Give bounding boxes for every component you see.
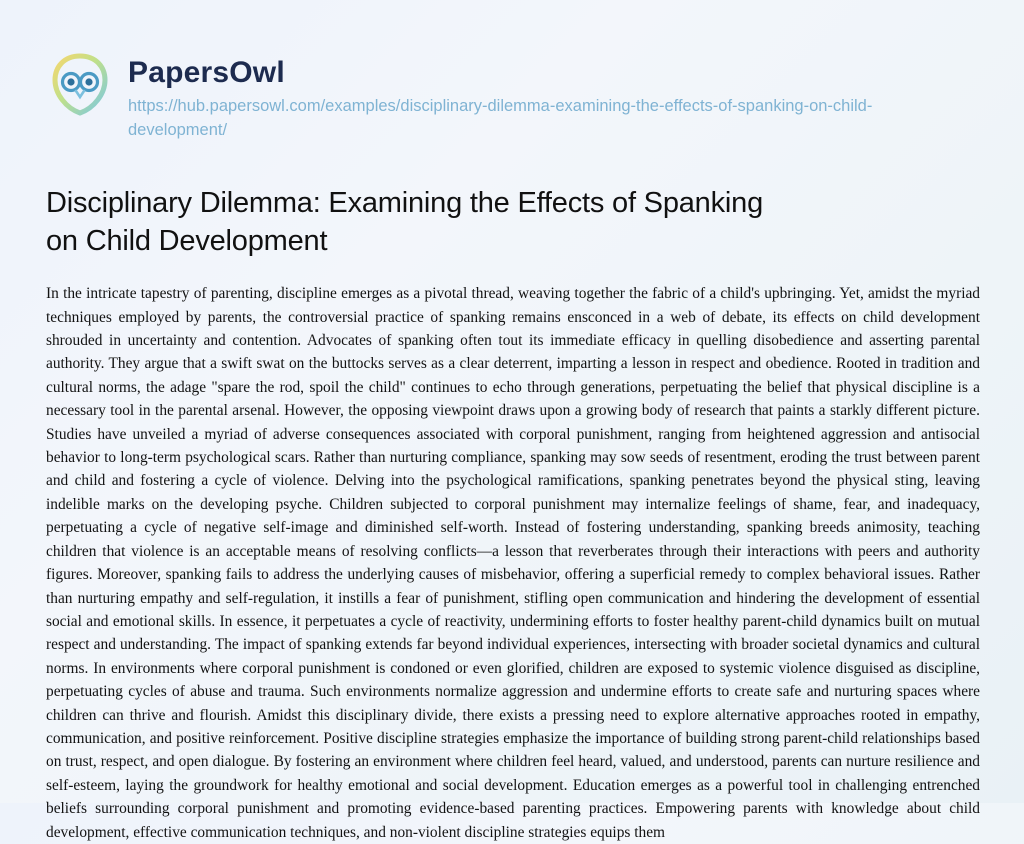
brand-name: PapersOwl: [128, 56, 285, 89]
article-body: In the intricate tapestry of parenting, discipline emerges as a pivotal thread, weaving together the fabric of a child's upbringing. Yet, amidst the myriad techniques employed by parents, the controversial practice of spanking remains ensconced in a web of debate, its effects on child development shrouded in uncertainty and contention. Advocates of spanking often tout its immediate efficacy in quelling disobedience and asserting parental authority. They argue that a swift swat on the buttocks serves as a clear deterrent, imparting a lesson in respect and obedience. Rooted in tradition and cultural norms, the adage "spare the rod, spoil the child" continues to echo through generations, perpetuating the belief that physical discipline is a necessary tool in the parental arsenal. However, the opposing viewpoint draws upon a growing body of research that paints a starkly different picture. Studies have unveiled a myriad of adverse consequences associated with corporal punishment, ranging from heightened aggression and antisocial behavior to long-term psychological scars. Rather than nurturing compliance, spanking may sow seeds of resentment, eroding the trust between parent and child and fostering a cycle of violence. Delving into the psychological ramifications, spanking penetrates beyond the physical sting, leaving indelible marks on the developing psyche. Children subjected to corporal punishment may internalize feelings of shame, fear, and inadequacy, perpetuating a cycle of negative self-image and diminished self-worth. Instead of fostering understanding, spanking breeds animosity, teaching children that violence is an acceptable means of resolving conflicts—a lesson that reverberates through their interactions with peers and authority figures. Moreover, spanking fails to address the underlying causes of misbehavior, offering a superficial remedy to complex behavioral issues. Rather than nurturing empathy and self-regulation, it instills a fear of punishment, stifling open communication and hindering the development of essential social and emotional skills. In essence, it perpetuates a cycle of reactivity, undermining efforts to foster healthy parent-child dynamics built on mutual respect and understanding. The impact of spanking extends far beyond individual experiences, intersecting with broader societal dynamics and cultural norms. In environments where corporal punishment is condoned or even glorified, children are exposed to systemic violence disguised as discipline, perpetuating cycles of abuse and trauma. Such environments normalize aggression and undermine efforts to create safe and nurturing spaces where children can thrive and flourish. Amidst this disciplinary divide, there exists a pressing need to explore alternative approaches rooted in empathy, communication, and positive reinforcement. Positive discipline strategies emphasize the importance of building strong parent-child relationships based on trust, respect, and open dialogue. By fostering an environment where children feel heard, valued, and understood, parents can nurture resilience and self-esteem, laying the groundwork for healthy emotional and social development. Education emerges as a powerful tool in challenging entrenched beliefs surrounding corporal punishment and promoting evidence-based parenting practices. Empowering parents with knowledge about child development, effective communication techniques, and non-violent discipline strategies equips them: [46, 285, 980, 841]
owl-logo-icon: [48, 52, 112, 116]
page-header: [46, 40, 978, 143]
brand-block: [128, 40, 928, 143]
source-url[interactable]: https://hub.papersowl.com/examples/disciplinary-dilemma-examining-the-effects-of-spanking-on-child-development/: [128, 97, 873, 139]
page-title: Disciplinary Dilemma: Examining the Effects of Spanking on Child Development: [46, 186, 764, 257]
